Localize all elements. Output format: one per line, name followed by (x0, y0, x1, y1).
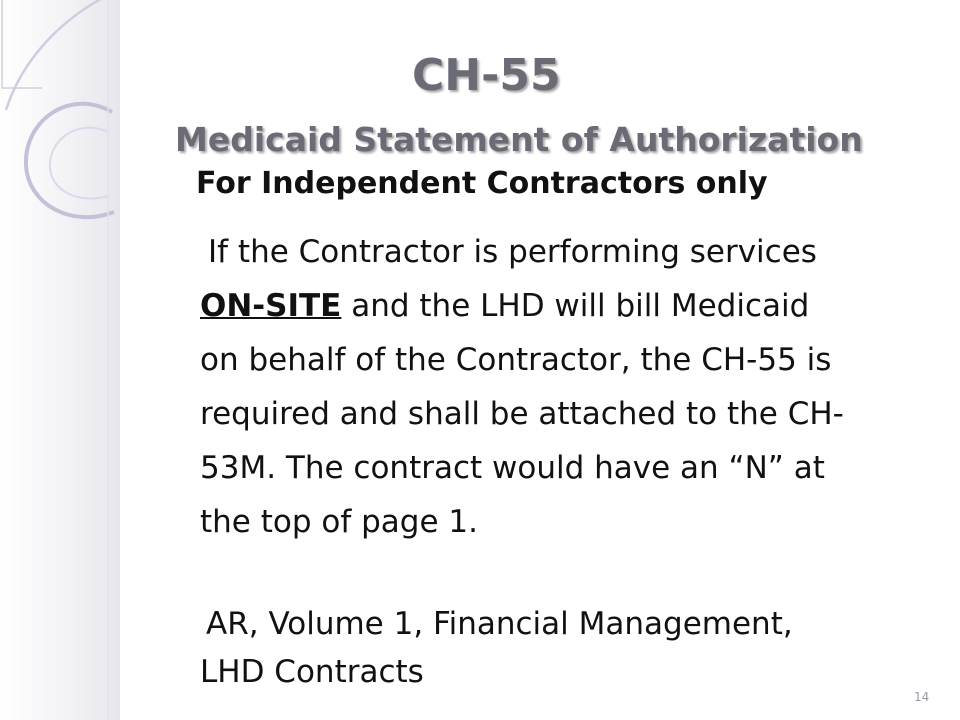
body-line-1: If the Contractor is performing services (208, 234, 817, 270)
body-line-4: required and shall be attached to the CH- (200, 396, 844, 432)
body-line-2-rest: and the LHD will bill Medicaid (341, 288, 810, 324)
body-line-2 (200, 279, 940, 333)
reference-line-1: AR, Volume 1, Financial Management, (206, 606, 793, 642)
slide-title: CH-55 (412, 50, 561, 101)
page-number: 14 (914, 690, 930, 704)
reference-citation (200, 600, 793, 696)
body-line-6: the top of page 1. (200, 504, 478, 540)
decorative-arc-top (6, 0, 108, 110)
body-line-3: on behalf of the Contractor, the CH-55 is (200, 342, 832, 378)
decorative-curves (0, 0, 120, 720)
decorative-ring-inner (50, 128, 108, 199)
body-paragraph (200, 225, 940, 549)
onsite-emphasis: ON-SITE (200, 288, 342, 324)
decorative-ring (26, 104, 114, 217)
slide-subtitle: Medicaid Statement of Authorization (175, 120, 863, 159)
subheading: For Independent Contractors only (196, 166, 768, 201)
body-line-5: 53M. The contract would have an “N” at (200, 450, 825, 486)
reference-line-2: LHD Contracts (200, 654, 424, 690)
